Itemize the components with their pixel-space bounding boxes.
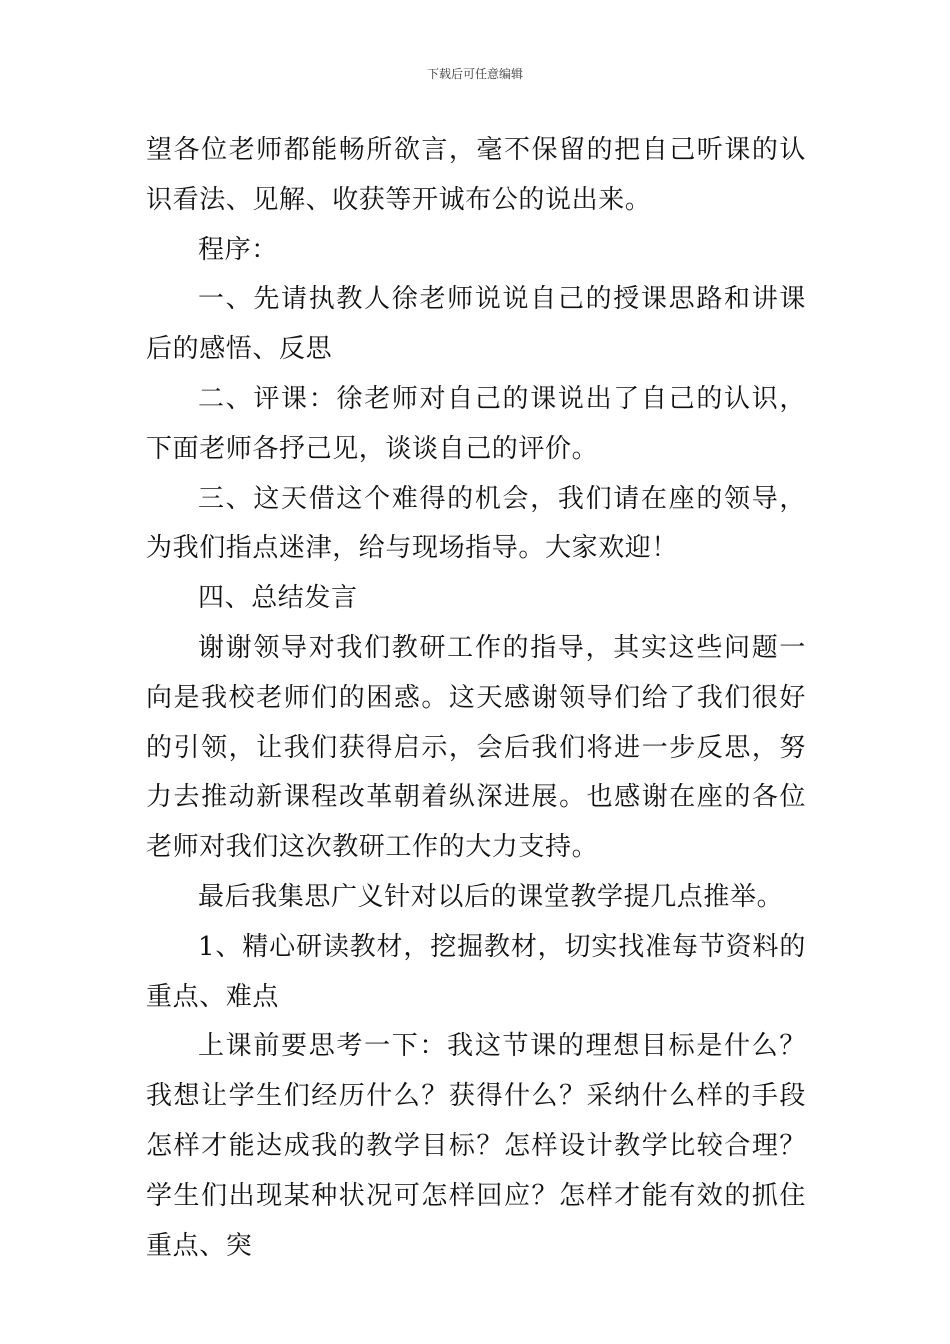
paragraph-1: 望各位老师都能畅所欲言，毫不保留的把自己听课的认识看法、见解、收获等开诚布公的说出来。 [146, 135, 806, 215]
paragraph-9: 1、精心研读教材，挖掘教材，切实找准每节资料的重点、难点 [146, 931, 806, 1012]
paragraph-3: 一、先请执教人徐老师说说自己的授课思路和讲课后的感悟、反思 [146, 284, 806, 365]
paragraph-4: 二、评课：徐老师对自己的课说出了自己的认识，下面老师各抒己见，谈谈自己的评价。 [146, 383, 806, 464]
paragraph-5: 三、这天借这个难得的机会，我们请在座的领导，为我们指点迷津，给与现场指导。大家欢迎！ [146, 483, 806, 564]
paragraph-8: 最后我集思广义针对以后的课堂教学提几点推举。 [198, 881, 784, 912]
paragraph-2: 程序： [198, 234, 278, 265]
paragraph-7: 谢谢领导对我们教研工作的指导，其实这些问题一向是我校老师们的困惑。这天感谢领导们给了我们很好的引领，让我们获得启示，会后我们将进一步反思，努力去推动新课程改革朝着纵深进展。也感谢在座的各位老师对我们这次教研工作的大力支持。 [146, 632, 806, 863]
document-body [146, 126, 806, 1271]
page-header-note: 下载后可任意编辑 [426, 67, 523, 81]
paragraph-10: 上课前要思考一下：我这节课的理想目标是什么？我想让学生们经历什么？获得什么？采纳什么样的手段怎样才能达成我的教学目标？怎样设计教学比较合理？学生们出现某种状况可怎样回应？怎样才能有效的抓住重点、突 [146, 1031, 806, 1261]
paragraph-6: 四、总结发言 [198, 583, 358, 614]
